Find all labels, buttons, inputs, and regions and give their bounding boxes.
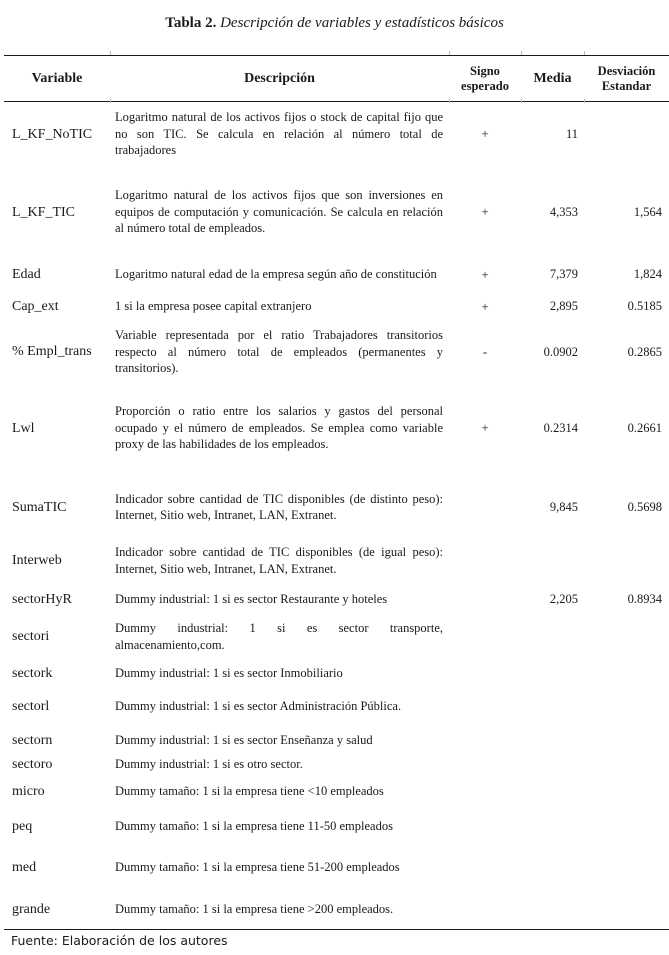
cell-desviacion bbox=[584, 543, 662, 578]
header-media: Media bbox=[533, 71, 572, 86]
table-title: Descripción de variables y estadísticos básicos bbox=[220, 15, 504, 31]
cell-variable: sectork bbox=[12, 665, 53, 681]
cell-variable: L_KF_NoTIC bbox=[12, 126, 93, 142]
cell-signo bbox=[449, 809, 521, 844]
cell-descripcion: Dummy tamaño: 1 si la empresa tiene >200 empleados. bbox=[115, 902, 394, 917]
cell-desviacion bbox=[584, 850, 662, 885]
table-row bbox=[0, 689, 669, 724]
cell-descripcion: 1 si la empresa posee capital extranjero bbox=[115, 299, 312, 314]
cell-media bbox=[521, 543, 578, 578]
column-tick bbox=[449, 51, 450, 55]
table-row bbox=[0, 325, 669, 379]
cell-media: 2,895 bbox=[549, 299, 578, 313]
cell-variable: micro bbox=[12, 783, 45, 799]
cell-signo bbox=[449, 663, 521, 683]
table-caption bbox=[0, 13, 669, 33]
table-label: Tabla 2. bbox=[165, 15, 217, 31]
cell-desviacion bbox=[584, 781, 662, 801]
header-rule bbox=[4, 101, 669, 102]
cell-descripcion: Dummy tamaño: 1 si la empresa tiene <10 empleados bbox=[115, 783, 384, 798]
table-row bbox=[0, 178, 669, 246]
top-rule bbox=[4, 55, 669, 56]
table-row bbox=[0, 619, 669, 654]
table-row bbox=[0, 480, 669, 534]
cell-media bbox=[521, 781, 578, 801]
cell-variable: sectoro bbox=[12, 756, 53, 772]
cell-media: 7,379 bbox=[549, 267, 578, 281]
cell-descripcion: Dummy industrial: 1 si es sector Inmobiliario bbox=[115, 665, 343, 680]
cell-signo bbox=[449, 892, 521, 927]
cell-media: 0.2314 bbox=[543, 420, 578, 435]
cell-variable: sectorn bbox=[12, 732, 53, 748]
table-row bbox=[0, 297, 669, 316]
table-row bbox=[0, 663, 669, 683]
cell-desviacion: 0.2865 bbox=[627, 344, 662, 359]
cell-desviacion: 1,824 bbox=[633, 267, 662, 281]
cell-desviacion bbox=[584, 730, 662, 750]
table-row bbox=[0, 754, 669, 774]
cell-variable: Edad bbox=[12, 267, 41, 282]
cell-descripcion: Dummy industrial: 1 si es sector Administración Pública. bbox=[115, 699, 402, 714]
cell-signo: + bbox=[481, 126, 489, 141]
table-row bbox=[0, 108, 669, 160]
cell-descripcion: Dummy industrial: 1 si es sector Restaurante y hoteles bbox=[115, 592, 388, 607]
column-tick bbox=[584, 51, 585, 55]
header-desviacion-estandar: Desviación Estandar bbox=[597, 64, 656, 93]
cell-signo bbox=[449, 689, 521, 724]
cell-desviacion: 0.8934 bbox=[627, 592, 662, 606]
cell-variable: grande bbox=[12, 902, 51, 917]
table-source-note: Fuente: Elaboración de los autores bbox=[11, 933, 228, 948]
cell-variable: Cap_ext bbox=[12, 299, 59, 314]
column-tick bbox=[110, 51, 111, 55]
cell-desviacion: 0.5185 bbox=[627, 299, 662, 313]
cell-desviacion bbox=[584, 689, 662, 724]
cell-media bbox=[521, 754, 578, 774]
cell-signo: + bbox=[481, 420, 489, 435]
cell-descripcion: Variable representada por el ratio Trabajadores transitorios respecto al número total de empleados (permanentes y transitorios). bbox=[115, 328, 443, 376]
cell-descripcion: Dummy industrial: 1 si es sector transporte, almacenamiento,com. bbox=[115, 621, 443, 652]
column-tick bbox=[521, 51, 522, 55]
header-variable: Variable bbox=[31, 71, 83, 86]
cell-descripcion: Logaritmo natural de los activos fijos que son inversiones en equipos de computación y comunicación. Se calcula en relación al número total de empleados. bbox=[115, 188, 443, 236]
cell-desviacion bbox=[584, 108, 662, 160]
cell-variable: med bbox=[12, 860, 37, 875]
cell-media bbox=[521, 809, 578, 844]
cell-variable: SumaTIC bbox=[12, 499, 67, 515]
cell-desviacion: 1,564 bbox=[633, 204, 662, 219]
cell-variable: L_KF_TIC bbox=[12, 204, 75, 220]
cell-descripcion: Logaritmo natural edad de la empresa según año de constitución bbox=[115, 267, 437, 282]
cell-descripcion: Dummy tamaño: 1 si la empresa tiene 51-200 empleados bbox=[115, 860, 400, 875]
cell-descripcion: Indicador sobre cantidad de TIC disponibles (de distinto peso): Internet, Sitio web, Intranet, LAN, Extranet. bbox=[115, 491, 443, 522]
table-row bbox=[0, 892, 669, 927]
cell-media: 9,845 bbox=[549, 499, 578, 514]
cell-media: 11 bbox=[565, 126, 578, 141]
cell-variable: sectorl bbox=[12, 699, 50, 714]
table-row bbox=[0, 257, 669, 292]
cell-descripcion: Logaritmo natural de los activos fijos o stock de capital fijo que no son TIC. Se calcula en relación al número total de trabajadores bbox=[115, 110, 443, 158]
cell-variable: % Empl_trans bbox=[12, 344, 92, 359]
cell-signo bbox=[449, 730, 521, 750]
header-signo-esperado: Signo esperado bbox=[461, 64, 509, 93]
cell-signo: + bbox=[481, 298, 489, 314]
table-row bbox=[0, 582, 669, 617]
cell-variable: sectori bbox=[12, 629, 50, 644]
bottom-rule bbox=[4, 929, 669, 930]
header-descripcion: Descripción bbox=[244, 71, 315, 86]
cell-desviacion: 0.2661 bbox=[627, 420, 662, 435]
cell-descripcion: Dummy tamaño: 1 si la empresa tiene 11-50 empleados bbox=[115, 819, 393, 834]
cell-variable: Interweb bbox=[12, 553, 62, 568]
cell-descripcion: Proporción o ratio entre los salarios y gastos del personal ocupado y el número de empleados. Se emplea como variable proxy de las habilidades de los empleados. bbox=[115, 404, 443, 452]
cell-signo: + bbox=[481, 266, 489, 282]
cell-desviacion bbox=[584, 892, 662, 927]
cell-desviacion bbox=[584, 663, 662, 683]
cell-variable: peq bbox=[12, 819, 33, 834]
cell-descripcion: Dummy industrial: 1 si es otro sector. bbox=[115, 756, 303, 771]
cell-signo bbox=[449, 850, 521, 885]
cell-signo bbox=[449, 582, 521, 617]
table-row bbox=[0, 850, 669, 885]
cell-media bbox=[521, 850, 578, 885]
cell-desviacion bbox=[584, 619, 662, 654]
cell-signo: - bbox=[482, 344, 488, 359]
cell-media bbox=[521, 689, 578, 724]
cell-descripcion: Dummy industrial: 1 si es sector Enseñanza y salud bbox=[115, 732, 373, 747]
cell-media bbox=[521, 663, 578, 683]
cell-signo bbox=[449, 781, 521, 801]
cell-signo bbox=[449, 480, 521, 534]
cell-signo bbox=[449, 754, 521, 774]
cell-desviacion: 0.5698 bbox=[627, 499, 662, 514]
cell-media bbox=[521, 730, 578, 750]
cell-signo: + bbox=[481, 204, 489, 219]
table-row bbox=[0, 809, 669, 844]
cell-media: 2,205 bbox=[549, 592, 578, 606]
cell-media: 0.0902 bbox=[543, 344, 578, 359]
table-row bbox=[0, 730, 669, 750]
cell-media bbox=[521, 619, 578, 654]
cell-variable: sectorHyR bbox=[12, 592, 72, 607]
table-row bbox=[0, 781, 669, 801]
table-row bbox=[0, 393, 669, 463]
cell-descripcion: Indicador sobre cantidad de TIC disponibles (de igual peso): Internet, Sitio web, Intranet, LAN, Extranet. bbox=[115, 545, 443, 576]
cell-signo bbox=[449, 543, 521, 578]
table-row bbox=[0, 543, 669, 578]
cell-desviacion bbox=[584, 754, 662, 774]
cell-media bbox=[521, 892, 578, 927]
cell-variable: Lwl bbox=[12, 420, 35, 436]
cell-signo bbox=[449, 619, 521, 654]
cell-media: 4,353 bbox=[549, 204, 578, 219]
cell-desviacion bbox=[584, 809, 662, 844]
